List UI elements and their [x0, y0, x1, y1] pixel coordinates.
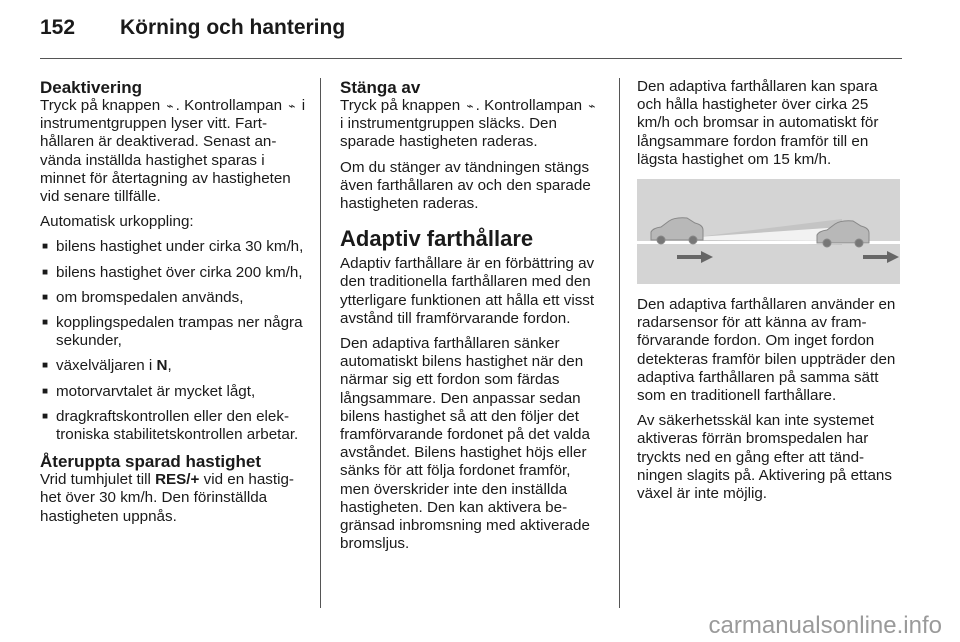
res-plus-label: RES/+	[155, 471, 200, 489]
header-rule	[40, 58, 902, 59]
text: Tryck på knappen	[340, 97, 461, 114]
column-3	[637, 78, 902, 510]
cruise-control-icon: ⌁	[288, 99, 296, 113]
list-item: ■ om bromspedalen används,	[40, 289, 306, 307]
text: . Kontrollampan	[475, 97, 583, 114]
cruise-control-icon: ⌁	[466, 99, 474, 113]
page-header	[40, 16, 345, 46]
list-item: ■ bilens hastighet över cirka 200 km/h,	[40, 264, 306, 282]
gear-n: N	[156, 357, 168, 375]
acc-paragraph-1: Adaptiv farthållare är en förbättring av den traditionella farthållaren med den ytterligare funktionen att hålla ett visst avstånd till framförvarande fordon.	[340, 255, 595, 327]
list-item: ■ motorvarvtalet är mycket lågt,	[40, 383, 306, 401]
text: Vrid tumhjulet till	[40, 471, 156, 489]
list-item	[40, 357, 306, 375]
acc-paragraph-3: Den adaptiva farthållaren kan spara och hålla hastigheter över cirka 25 km/h och bromsar in automatiskt för långsammare fordon framför till en lägsta hastighet om 15 km/h.	[637, 78, 879, 168]
list-item: ■ kopplingspedalen trampas ner några sekunder,	[40, 314, 306, 350]
text: i instrumentgruppen släcks. Den sparade hastigheten raderas.	[340, 115, 557, 151]
page-number: 152	[40, 16, 76, 39]
acc-paragraph-5: Av säkerhetsskäl kan inte systemet aktiveras förrän bromspedalen har tryckts ned en gång efter att tändningen slagits på. Aktivering på ettans växel är inte möjlig.	[637, 412, 892, 503]
list-item: ■ dragkraftskontrollen eller den elektroniska stabilitetskontrollen arbetar.	[40, 408, 306, 444]
acc-illustration	[637, 179, 900, 284]
text: . Kontrollampan	[175, 97, 283, 114]
text: vid en hastighet över 30 km/h. Den förinställda hastigheten uppnås.	[40, 471, 294, 525]
column-1	[40, 78, 306, 533]
list-item: ■ bilens hastighet under cirka 30 km/h,	[40, 238, 306, 256]
acc-paragraph-2: Den adaptiva farthållaren sänker automatiskt bilens hastighet när den närmar sig ett fordon som färdas långsammare. Den anpassar sedan bilens hastighet så att den följer det framförvarande fordonet på det valda avståndet. Bilens hastighet höjs eller sänks för att följa fordonet framför, men överskrider inte den inställda hastigheten. Den kan aktivera begränsad inbromsning med aktiverade bromsljus.	[340, 335, 590, 553]
cruise-control-icon: ⌁	[588, 99, 596, 113]
column-divider-1	[320, 78, 321, 608]
resume-paragraph	[40, 471, 306, 526]
auto-disengage-label: Automatisk urkoppling:	[40, 213, 194, 231]
rear-car-icon	[651, 218, 703, 244]
resume-heading: Återuppta sparad hastighet	[40, 452, 262, 472]
chapter-title: Körning och hantering	[120, 16, 346, 39]
off-heading: Stänga av	[340, 78, 421, 97]
off-paragraph-2: Om du stänger av tändningen stängs även farthållaren av och den sparade hastigheten raderas.	[340, 158, 591, 213]
direction-arrow-icon	[863, 251, 899, 263]
direction-arrow-icon	[677, 251, 713, 263]
column-2	[340, 78, 602, 560]
acc-heading: Adaptiv farthållare	[340, 226, 534, 252]
cruise-cancel-icon: ⌁	[166, 99, 174, 113]
deactivation-heading: Deaktivering	[40, 78, 143, 97]
text: ,	[167, 357, 172, 375]
text: Tryck på knappen	[40, 97, 161, 114]
deactivation-paragraph	[40, 97, 306, 206]
auto-disengage-list	[40, 238, 306, 444]
cars-radar-illustration	[637, 179, 900, 284]
text: i instrumentgruppen lyser vitt. Farthållaren är deaktiverad. Senast använda inställda hastighet sparas i minnet för återtagning av hastigheten vid senare tillfälle.	[40, 97, 306, 206]
watermark: carmanualsonline.info	[708, 612, 942, 639]
acc-paragraph-4: Den adaptiva farthållaren använder en radarsensor för att känna av framförvarande fordon. Om inget fordon detekteras framför bilen uppträder den adaptiva farthållaren på samma sätt som en traditionell farthållare.	[637, 296, 896, 405]
column-divider-2	[619, 78, 620, 608]
text: växelväljaren i	[56, 357, 157, 375]
off-paragraph-1	[340, 97, 602, 152]
